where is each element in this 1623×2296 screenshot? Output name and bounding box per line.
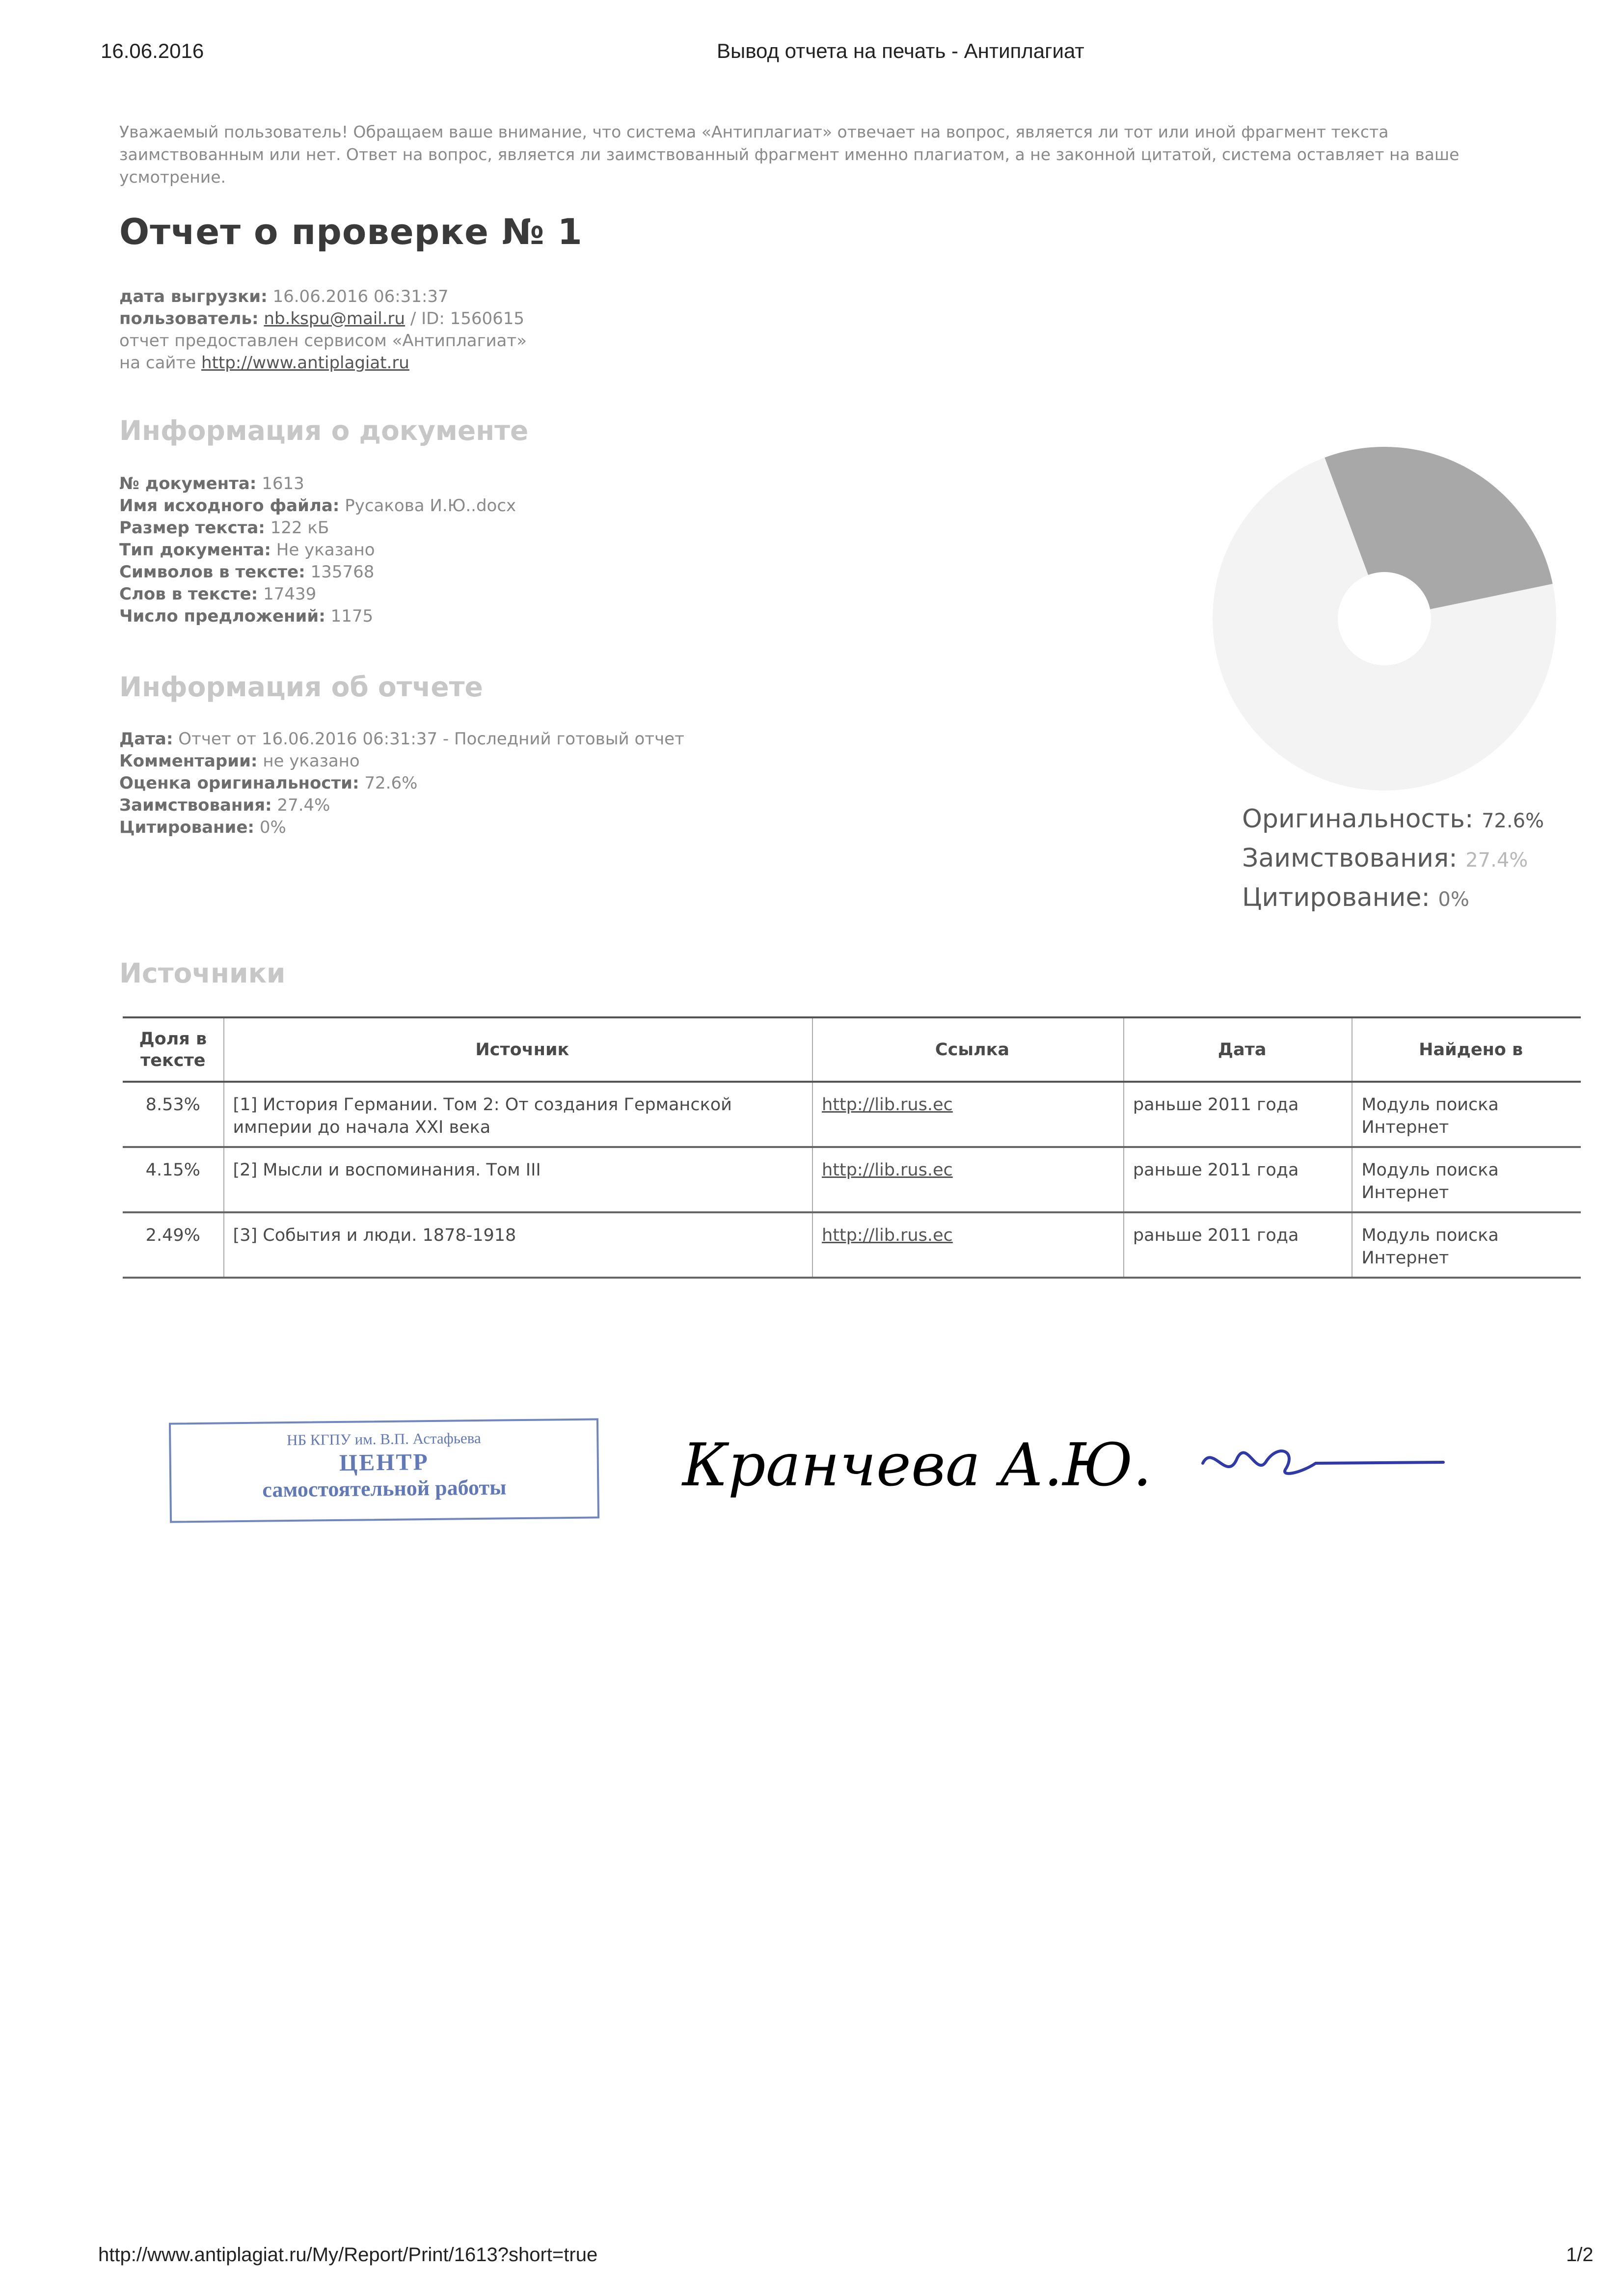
legend-originality-value: 72.6%	[1481, 810, 1544, 832]
doc-info-row	[119, 583, 516, 605]
export-label: дата выгрузки:	[119, 287, 268, 306]
row-link[interactable]: http://lib.rus.ec	[822, 1226, 953, 1245]
doc-info-row	[119, 539, 516, 561]
report-info-row	[119, 750, 684, 772]
report-info-label: Цитирование:	[119, 818, 255, 837]
doc-info-value: 17439	[258, 584, 317, 604]
notice-text: Уважаемый пользователь! Обращаем ваше внимание, что система «Антиплагиат» отвечает на вопрос, является ли тот или иной фрагмент текста заимствованным или нет. Ответ на вопрос, является ли заимствованный фрагмент именно плагиатом, а не законной цитатой, система оставляет на ваше усмотрение.	[119, 122, 1460, 187]
sources-header-row	[123, 1017, 1581, 1082]
doc-info-row	[119, 605, 516, 628]
col-source: Источник	[224, 1017, 812, 1082]
report-info-value: не указано	[257, 751, 360, 771]
stamp-line-2: ЦЕНТР	[339, 1449, 430, 1476]
row-date: раньше 2011 года	[1124, 1212, 1352, 1278]
legend-borrowing-value: 27.4%	[1465, 849, 1528, 872]
doc-info-value: 122 кБ	[265, 518, 329, 538]
doc-info-value: 1175	[325, 606, 374, 626]
user-email-link[interactable]: nb.kspu@mail.ru	[264, 309, 406, 328]
user-id: / ID: 1560615	[405, 309, 525, 328]
table-row	[123, 1147, 1581, 1212]
doc-info-label: Число предложений:	[119, 606, 325, 626]
report-info-value: 27.4%	[271, 795, 330, 815]
doc-info-list	[119, 473, 516, 628]
handwritten-signature	[677, 1404, 1463, 1527]
doc-info-label: № документа:	[119, 474, 257, 493]
row-date: раньше 2011 года	[1124, 1082, 1352, 1147]
row-share: 4.15%	[123, 1147, 224, 1212]
legend-citation-label: Цитирование:	[1242, 883, 1430, 912]
doc-info-row	[119, 495, 516, 517]
doc-info-label: Символов в тексте:	[119, 562, 305, 582]
report-info-value: 0%	[254, 818, 286, 837]
row-found: Модуль поиска Интернет	[1352, 1082, 1581, 1147]
user-label: пользователь:	[119, 309, 259, 328]
report-info-heading: Информация об отчете	[119, 671, 483, 703]
doc-info-value: 1613	[256, 474, 304, 493]
row-found: Модуль поиска Интернет	[1352, 1147, 1581, 1212]
row-source: [2] Мысли и воспоминания. Том III	[224, 1147, 812, 1212]
chart-legend	[1242, 800, 1544, 918]
row-date: раньше 2011 года	[1124, 1147, 1352, 1212]
library-stamp	[169, 1418, 599, 1523]
col-share: Доля в тексте	[123, 1017, 224, 1082]
doc-info-label: Слов в тексте:	[119, 584, 258, 604]
row-share: 2.49%	[123, 1212, 224, 1278]
report-meta	[119, 286, 527, 374]
report-info-label: Дата:	[119, 729, 173, 749]
report-info-value: Отчет от 16.06.2016 06:31:37 - Последний готовый отчет	[173, 729, 684, 749]
doc-info-value: Русакова И.Ю..docx	[339, 496, 516, 516]
originality-pie-chart	[1198, 432, 1571, 805]
doc-info-row	[119, 473, 516, 495]
report-info-label: Комментарии:	[119, 751, 258, 771]
legend-originality-label: Оригинальность:	[1242, 804, 1474, 834]
site-link[interactable]: http://www.antiplagiat.ru	[201, 353, 409, 373]
report-info-label: Оценка оригинальности:	[119, 773, 359, 793]
stamp-line-3: самостоятельной работы	[262, 1475, 507, 1502]
col-date: Дата	[1124, 1017, 1352, 1082]
report-info-row	[119, 772, 684, 794]
provided-line: отчет предоставлен сервисом «Антиплагиат»	[119, 331, 527, 351]
doc-info-label: Размер текста:	[119, 518, 265, 538]
report-info-label: Заимствования:	[119, 795, 272, 815]
sources-heading: Источники	[119, 957, 286, 989]
col-found: Найдено в	[1352, 1017, 1581, 1082]
row-source: [1] История Германии. Том 2: От создания Германской империи до начала XXI века	[224, 1082, 812, 1147]
export-value: 16.06.2016 06:31:37	[272, 287, 449, 306]
report-info-row	[119, 794, 684, 817]
row-link[interactable]: http://lib.rus.ec	[822, 1095, 953, 1115]
print-footer-url: http://www.antiplagiat.ru/My/Report/Print/1613?short=true	[98, 2244, 598, 2266]
site-prefix: на сайте	[119, 353, 202, 373]
report-info-value: 72.6%	[359, 773, 418, 793]
signature-scribble	[1203, 1451, 1443, 1474]
report-info-list	[119, 728, 684, 839]
print-page-title: Вывод отчета на печать - Антиплагиат	[717, 39, 1084, 62]
stamp-line-1: НБ КГПУ им. В.П. Астафьева	[286, 1429, 481, 1449]
report-info-row	[119, 817, 684, 839]
doc-info-row	[119, 561, 516, 583]
legend-borrowing-label: Заимствования:	[1242, 844, 1458, 873]
row-found: Модуль поиска Интернет	[1352, 1212, 1581, 1278]
doc-info-value: Не указано	[271, 540, 375, 560]
print-page-number: 1/2	[1566, 2244, 1594, 2266]
doc-info-row	[119, 517, 516, 539]
print-date: 16.06.2016	[101, 39, 204, 62]
doc-info-heading: Информация о документе	[119, 415, 529, 446]
pie-hole	[1338, 572, 1431, 665]
table-row	[123, 1212, 1581, 1278]
doc-info-value: 135768	[305, 562, 375, 582]
row-source: [3] События и люди. 1878-1918	[224, 1212, 812, 1278]
table-row	[123, 1082, 1581, 1147]
sources-table	[123, 1016, 1581, 1279]
signature-text: Кранчева А.Ю.	[682, 1431, 1152, 1500]
row-link[interactable]: http://lib.rus.ec	[822, 1160, 953, 1180]
doc-info-label: Тип документа:	[119, 540, 271, 560]
report-title: Отчет о проверке № 1	[119, 211, 583, 252]
report-info-row	[119, 728, 684, 750]
legend-citation-value: 0%	[1438, 888, 1469, 911]
row-share: 8.53%	[123, 1082, 224, 1147]
doc-info-label: Имя исходного файла:	[119, 496, 340, 516]
col-link: Ссылка	[812, 1017, 1124, 1082]
